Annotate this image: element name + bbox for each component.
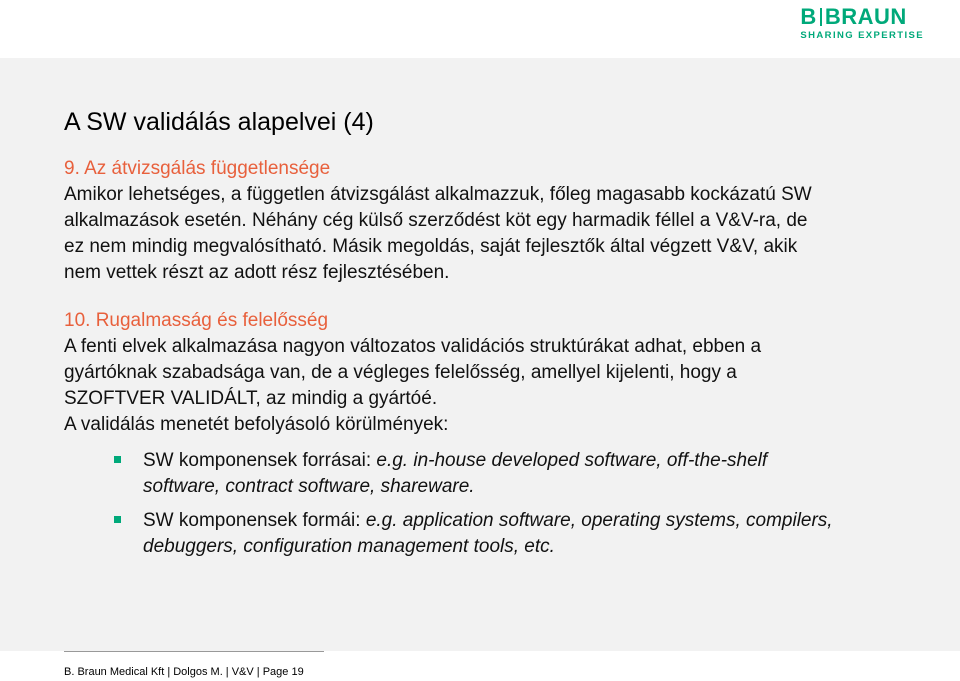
section-10-heading: 10. Rugalmasság és felelősség bbox=[64, 310, 329, 331]
slide-content bbox=[64, 156, 924, 568]
section-9-line: Amikor lehetséges, a független átvizsgálást alkalmazzuk, főleg magasabb kockázatú SW bbox=[64, 184, 812, 205]
section-10-line: SZOFTVER VALIDÁLT, az mindig a gyártóé. bbox=[64, 388, 438, 409]
logo-wordmark: B BRAUN bbox=[800, 4, 907, 29]
logo-separator bbox=[820, 8, 822, 26]
square-bullet-icon bbox=[114, 516, 121, 523]
bullet-list bbox=[64, 448, 924, 560]
slide-title: A SW validálás alapelvei (4) bbox=[64, 108, 374, 136]
list-item: SW komponensek forrásai: e.g. in-house developed software, off-the-shelf software, contract software, shareware. bbox=[64, 448, 924, 500]
header-bar bbox=[0, 0, 960, 58]
bbraun-logo bbox=[800, 6, 924, 41]
list-item: SW komponensek formái: e.g. application software, operating systems, compilers, debuggers, configuration management tools, etc. bbox=[64, 508, 924, 560]
section-10-line: gyártóknak szabadsága van, de a végleges felelősség, amellyel kijelenti, hogy a bbox=[64, 362, 737, 383]
logo-tagline: SHARING EXPERTISE bbox=[800, 30, 924, 41]
section-9-line: nem vettek részt az adott rész fejlesztésében. bbox=[64, 262, 450, 283]
footer-text: B. Braun Medical Kft | Dolgos M. | V&V | Page 19 bbox=[64, 666, 304, 678]
section-9-line: ez nem mindig megvalósítható. Másik megoldás, saját fejlesztők által végzett V&V, akik bbox=[64, 236, 798, 257]
section-9-heading: 9. Az átvizsgálás függetlensége bbox=[64, 158, 331, 179]
footer-divider bbox=[64, 651, 324, 652]
section-9-line: alkalmazások esetén. Néhány cég külső szerződést köt egy harmadik féllel a V&V-ra, de bbox=[64, 210, 808, 231]
section-10-intro: A validálás menetét befolyásoló körülmények: bbox=[64, 414, 449, 435]
square-bullet-icon bbox=[114, 456, 121, 463]
section-10-line: A fenti elvek alkalmazása nagyon változatos validációs struktúrákat adhat, ebben a bbox=[64, 336, 762, 357]
